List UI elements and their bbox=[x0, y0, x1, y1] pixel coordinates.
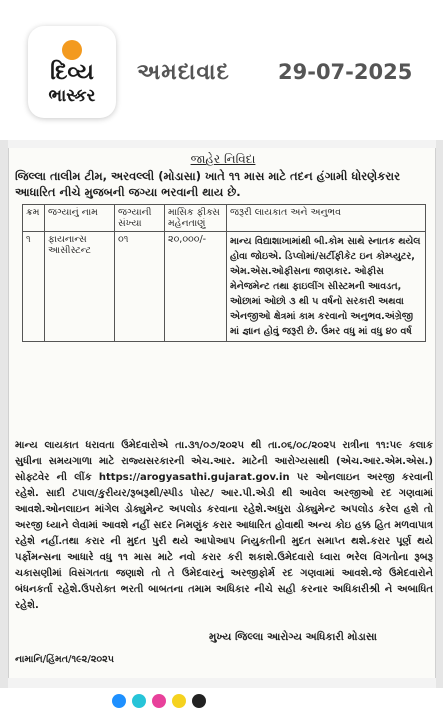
col-header-salary: માસિક ફીક્સ મહેનતાણું bbox=[165, 205, 227, 232]
print-dot-yellow bbox=[172, 694, 186, 708]
print-dot-magenta bbox=[152, 694, 166, 708]
logo-text-line1: દિવ્ય bbox=[50, 60, 94, 85]
cell-post: ફાયનાન્સ આસીસ્ટન્ટ bbox=[45, 232, 115, 342]
adjacent-column-left bbox=[0, 140, 8, 700]
notice-signature: મુખ્ય જિલ્લા આરોગ્ય અધિકારી મોડાસા bbox=[209, 631, 377, 643]
notice-clipping bbox=[8, 148, 436, 678]
cell-sr: ૧ bbox=[23, 232, 45, 342]
cell-salary: ૨૦,૦૦૦/- bbox=[165, 232, 227, 342]
logo-text-line2: ભાસ્કર bbox=[48, 86, 96, 106]
cell-count: ૦૧ bbox=[115, 232, 165, 342]
notice-reference-number: નામાનિ/હિંમત/૧૯૨/૨૦૨૫ bbox=[15, 654, 114, 665]
print-dot-blue bbox=[112, 694, 126, 708]
cell-qualification: માન્ય વિદ્યાશાખામાંથી બી.કોમ સાથે સ્નાતક થયેલ હોવા જોઇએ. ડિપ્લોમાં/સર્ટીફીકેટ ઇન કોમ્પ્યુટર, એમ.એસ.ઓફીસના જાણકાર. ઓફીસ મેનેજમેન્ટ તથા ફાઇલીંગ સીસ્ટમની આવડત, ઓછામાં ઓછો ૩ થી ૫ વર્ષનો સરકારી અથવા એનજીઓ ક્ષેત્રમાં કામ કરવાનો અનુભવ.અંગ્રેજી માં જ્ઞાન હોવું જરૂરી છે. ઉંમર વધુ માં વધુ ૪૦ વર્ષ bbox=[227, 232, 426, 342]
col-header-post: જગ્યાનું નામ bbox=[45, 205, 115, 232]
print-registration-strip bbox=[0, 688, 443, 708]
table-header-row bbox=[23, 205, 426, 232]
notice-intro: જિલ્લા તાલીમ ટીમ, અરવલ્લી (મોડાસા) ખાતે ૧૧ માસ માટે તદન હંગામી ધોરણેકરાર આધારિત નીચે મુજબની જગ્યા ભરવાની થાય છે. bbox=[15, 169, 401, 199]
vacancy-table bbox=[22, 204, 426, 342]
newspaper-header bbox=[0, 0, 443, 140]
edition-date: 29-07-2025 bbox=[278, 60, 413, 84]
col-header-count: જગ્યાની સંખ્યા bbox=[115, 205, 165, 232]
notice-body: માન્ય લાયકાત ધરાવતા ઉમેદવારોએ તા.૩૧/૦૭/૨૦૨૫ થી તા.૦૬/૦૮/૨૦૨૫ રાત્રીના ૧૧:૫૯ કલાક સુધીના સમયગાળા માટે રાજ્યસરકારની એચ.આર. માટેની આરોગ્યસાથી (એચ.આર.એમ.એસ.) સોફ્ટવેર ની લીંક https://arogyasathi.gujarat.gov.in પર ઓનલાઇન અરજી કરવાની રહેશે. સાદી ટપાલ/કુરીયર/રૂબરૂથી/સ્પીડ પોસ્ટ/ આર.પી.એડી થી આવેલ અરજીઓ રદ ગણવામાં આવશે.ઓનલાઇન માંગેલ ડોક્યુમેન્ટ અપલોડ કરવાના રહેશે.અધુરા ડોક્યુમેન્ટ અપલોડ કરેલ હશે તો અરજી ધ્યાને લેવામાં આવશે નહીં સદર નિમણુંક કરાર આધારિત હોવાથી અન્ય કોઇ હક્ક હિત મળવાપાત્ર રહેશે નહીં.તથા કરાર ની મુદત પુરી થયે આપોઆપ નિયુકતીની મુદત સમાપ્ત થશે.કરાર પૂર્ણ થયે પર્ફોમન્સના આધારે વધુ ૧૧ માસ માટે નવો કરાર કરી શકાશે.ઉમેદવારો ધ્વારા ભરેલ વિગતોના રૂબરૂ ચકાસણીમાં વિસંગતતા જણાશે તો તે ઉમેદવારનું અરજીફોર્મ રદ ગણવામાં આવશે.જે ઉમેદવારોને બંધનકર્તા રહેશે.ઉપરોક્ત ભરતી બાબતના તમામ અધિકાર નીચે સહી કરનાર અધિકારીશ્રી ને અબાધિત રહેશે. bbox=[15, 440, 433, 611]
edition-city: અમદાવાદ bbox=[137, 60, 230, 85]
print-dot-black bbox=[192, 694, 206, 708]
col-header-qualification: જરૂરી લાયકાત અને અનુભવ bbox=[227, 205, 426, 232]
table-row bbox=[23, 232, 426, 342]
divya-bhaskar-logo bbox=[28, 26, 116, 118]
notice-title: જાહેર નિવિદા bbox=[190, 152, 256, 166]
sun-icon bbox=[62, 40, 82, 60]
print-dot-cyan bbox=[132, 694, 146, 708]
adjacent-column-right bbox=[436, 140, 443, 700]
col-header-sr: ક્રમ bbox=[23, 205, 45, 232]
